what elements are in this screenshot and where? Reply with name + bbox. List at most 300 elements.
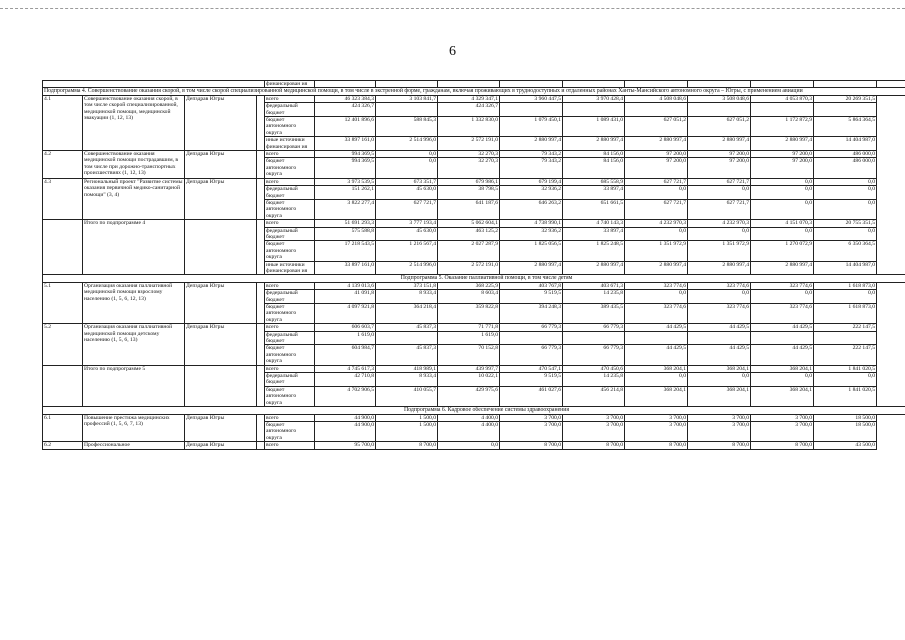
amount-cell: 151 262,1 [315, 186, 376, 200]
amount-cell: 0,0 [814, 186, 877, 200]
amount-cell: 44 900,0 [315, 421, 376, 441]
amount-cell: 3 103 841,7 [376, 95, 438, 102]
amount-cell: 4 702 906,5 [315, 386, 376, 406]
amount-cell: 0,0 [688, 373, 751, 387]
amount-cell: 323 774,6 [625, 304, 688, 324]
table-row [43, 414, 905, 421]
amount-cell: 14 235,8 [563, 373, 625, 387]
amount-cell: 0,0 [751, 373, 814, 387]
amount-cell: 685 558,9 [563, 178, 625, 185]
activity-name: Повышение престижа медицинских профессий (1, 5, 6, 7, 13) [83, 414, 185, 442]
amount-cell: 84 156,0 [563, 158, 625, 178]
subprogram-header: Подпрограмма 6. Кадровое обеспечение системы здравоохранения [43, 407, 905, 414]
table-row [43, 282, 905, 289]
subprogram-header-row [43, 88, 905, 95]
amount-cell: 5 864 364,5 [814, 117, 877, 137]
executor [185, 365, 257, 406]
amount-cell: 0,0 [814, 178, 877, 185]
amount-cell: 38 798,5 [438, 186, 500, 200]
amount-cell: 3 700,0 [751, 421, 814, 441]
amount-cell: 0,0 [625, 373, 688, 387]
amount-cell: 66 779,3 [563, 345, 625, 365]
amount-cell: 32 936,2 [500, 186, 563, 200]
amount-cell: 0,0 [625, 227, 688, 241]
activity-name: Организация оказания паллиативной медицинской помощи взрослому населению (1, 5, 6, 12, 13) [83, 282, 185, 323]
amount-cell: 0,0 [438, 442, 500, 449]
amount-cell: 323 774,6 [688, 282, 751, 289]
amount-cell: 364 218,4 [376, 304, 438, 324]
amount-cell: 2 880 997,4 [500, 137, 563, 151]
amount-cell: 14 235,8 [563, 290, 625, 304]
amount-cell: 222 147,5 [814, 324, 877, 331]
amount-cell: 1 216 567,4 [376, 241, 438, 261]
funding-source: бюджет автономного округа [265, 117, 315, 137]
executor: Депздрав Югры [185, 442, 257, 449]
amount-cell: 1 825 248,5 [563, 241, 625, 261]
amount-cell [688, 331, 751, 345]
amount-cell: 4 232 970,3 [688, 220, 751, 227]
amount-cell: 3 777 193,4 [376, 220, 438, 227]
amount-cell: 0,0 [688, 227, 751, 241]
funding-source: федеральный бюджет [265, 331, 315, 345]
funding-source: бюджет автономного округа [265, 421, 315, 441]
amount-cell: 673 351,7 [376, 178, 438, 185]
amount-cell: 3 700,0 [688, 421, 751, 441]
amount-cell: 9 519,5 [500, 290, 563, 304]
funding-source: бюджет автономного округа [265, 345, 315, 365]
amount-cell: 17 218 543,5 [315, 241, 376, 261]
amount-cell: 1 332 830,0 [438, 117, 500, 137]
amount-cell: 3 700,0 [563, 421, 625, 441]
scan-edge [0, 8, 905, 11]
amount-cell: 486 000,0 [814, 151, 877, 158]
amount-cell [563, 103, 625, 117]
amount-cell: 368 204,1 [688, 365, 751, 372]
amount-cell: 97 200,0 [751, 158, 814, 178]
amount-cell: 606 603,7 [315, 324, 376, 331]
amount-cell [563, 331, 625, 345]
amount-cell: 1 618 873,0 [814, 282, 877, 289]
amount-cell: 0,0 [688, 186, 751, 200]
amount-cell: 44 429,5 [625, 345, 688, 365]
amount-cell: 0,0 [751, 290, 814, 304]
amount-cell: 627 721,7 [625, 178, 688, 185]
amount-cell: 2 880 997,4 [625, 261, 688, 275]
table-cell [500, 81, 563, 88]
amount-cell: 0,0 [814, 227, 877, 241]
amount-cell: 4 151 070,3 [751, 220, 814, 227]
funding-source: федеральный бюджет [265, 186, 315, 200]
amount-cell: 3 700,0 [500, 414, 563, 421]
row-number: 4.2 [43, 151, 83, 179]
amount-cell: 2 880 997,4 [563, 261, 625, 275]
amount-cell: 1 619,0 [438, 331, 500, 345]
amount-cell: 2 880 997,4 [688, 261, 751, 275]
amount-cell: 439 997,7 [438, 365, 500, 372]
amount-cell: 33 897,4 [563, 227, 625, 241]
amount-cell: 575 588,8 [315, 227, 376, 241]
subprogram-header-row [43, 275, 905, 282]
budget-table [42, 80, 905, 450]
amount-cell: 44 900,0 [315, 414, 376, 421]
amount-cell: 429 975,6 [438, 386, 500, 406]
amount-cell: 41 091,8 [315, 290, 376, 304]
amount-cell: 0,0 [814, 373, 877, 387]
amount-cell: 4 097 921,8 [315, 304, 376, 324]
table-cell [814, 81, 877, 88]
amount-cell: 4 738 990,1 [500, 220, 563, 227]
amount-cell: 46 323 384,3 [315, 95, 376, 102]
amount-cell [376, 103, 438, 117]
amount-cell: 0,0 [751, 199, 814, 219]
table-cell [751, 81, 814, 88]
amount-cell: 403 767,8 [500, 282, 563, 289]
amount-cell: 8 700,0 [563, 442, 625, 449]
amount-cell: 97 200,0 [625, 158, 688, 178]
amount-cell: 1 841 020,5 [814, 365, 877, 372]
activity-name: Региональный проект "Развитие системы оказания первичной медико-санитарной помощи" (3, 4) [83, 178, 185, 219]
amount-cell: 627 721,7 [688, 199, 751, 219]
amount-cell: 33 897,4 [563, 186, 625, 200]
table-cell [625, 81, 688, 88]
amount-cell: 1 270 072,9 [751, 241, 814, 261]
amount-cell: 486 000,0 [814, 158, 877, 178]
amount-cell: 4 508 048,6 [625, 95, 688, 102]
activity-name: Итого по подпрограмме 5 [83, 365, 185, 406]
amount-cell: 368 204,1 [625, 386, 688, 406]
subprogram-header: Подпрограмма 4. Совершенствование оказания скорой, в том числе скорой специализированной медицинской помощи, в том числе в экстренной форме, гражданам, включая проживающих в труднодоступных и отдаленных районах Ханты-Мансийского автономного округа – Югры, с применением авиации [43, 88, 905, 95]
amount-cell: 2 027 287,9 [438, 241, 500, 261]
spacer-cell [257, 324, 265, 365]
amount-cell: 20 269 351,5 [814, 95, 877, 102]
amount-cell [500, 103, 563, 117]
amount-cell: 3 700,0 [751, 414, 814, 421]
amount-cell: 3 700,0 [500, 421, 563, 441]
amount-cell: 45 837,3 [376, 324, 438, 331]
amount-cell: 66 779,3 [500, 324, 563, 331]
row-number: 6.1 [43, 414, 83, 442]
amount-cell: 71 771,8 [438, 324, 500, 331]
amount-cell: 588 845,3 [376, 117, 438, 137]
amount-cell: 1 351 972,9 [688, 241, 751, 261]
spacer-cell [257, 95, 265, 150]
amount-cell: 4 232 970,3 [625, 220, 688, 227]
amount-cell: 389 435,5 [563, 304, 625, 324]
funding-source: федеральный бюджет [265, 227, 315, 241]
amount-cell: 470 450,6 [563, 365, 625, 372]
amount-cell: 2 572 191,0 [438, 261, 500, 275]
activity-name: Итого по подпрограмме 4 [83, 220, 185, 275]
table-row [43, 81, 905, 88]
amount-cell: 323 774,6 [688, 304, 751, 324]
funding-source: федеральный бюджет [265, 103, 315, 117]
amount-cell: 679 199,4 [500, 178, 563, 185]
table-row [43, 151, 905, 158]
table-cell [376, 81, 438, 88]
table-cell: финансирован ия [265, 81, 315, 88]
funding-source: всего [265, 282, 315, 289]
funding-source: федеральный бюджет [265, 290, 315, 304]
activity-name: Организация оказания паллиативной медицинской помощи детскому населению (1, 5, 6, 13) [83, 324, 185, 365]
executor: Депздрав Югры [185, 95, 257, 150]
amount-cell [751, 103, 814, 117]
executor: Депздрав Югры [185, 282, 257, 323]
amount-cell: 44 429,5 [688, 324, 751, 331]
executor: Депздрав Югры [185, 151, 257, 179]
amount-cell: 79 343,2 [500, 151, 563, 158]
amount-cell: 44 429,5 [751, 324, 814, 331]
spacer-cell [257, 282, 265, 323]
amount-cell: 2 880 997,4 [500, 261, 563, 275]
amount-cell: 2 880 997,4 [563, 137, 625, 151]
amount-cell: 32 270,3 [438, 151, 500, 158]
amount-cell [500, 331, 563, 345]
amount-cell: 394 248,3 [500, 304, 563, 324]
amount-cell: 2 572 191,0 [438, 137, 500, 151]
amount-cell: 8 933,4 [376, 373, 438, 387]
amount-cell: 44 429,5 [688, 345, 751, 365]
amount-cell: 5 062 604,1 [438, 220, 500, 227]
amount-cell: 97 200,0 [625, 151, 688, 158]
amount-cell: 18 500,0 [814, 414, 877, 421]
amount-cell: 66 779,3 [563, 324, 625, 331]
amount-cell: 2 880 997,4 [751, 261, 814, 275]
amount-cell: 994 369,5 [315, 158, 376, 178]
executor [185, 220, 257, 275]
page-number: 6 [449, 44, 456, 59]
funding-source: бюджет автономного округа [265, 241, 315, 261]
amount-cell: 627 721,7 [376, 199, 438, 219]
amount-cell: 33 897 161,0 [315, 261, 376, 275]
amount-cell: 627 721,7 [688, 178, 751, 185]
amount-cell: 4 053 870,3 [751, 95, 814, 102]
funding-source: всего [265, 414, 315, 421]
amount-cell: 0,0 [814, 199, 877, 219]
amount-cell: 44 429,5 [625, 324, 688, 331]
amount-cell: 2 514 996,0 [376, 137, 438, 151]
table-cell [563, 81, 625, 88]
amount-cell: 4 745 617,3 [315, 365, 376, 372]
amount-cell: 323 774,6 [625, 282, 688, 289]
amount-cell: 368 204,1 [625, 365, 688, 372]
amount-cell: 3 508 048,6 [688, 95, 751, 102]
table-row [43, 365, 905, 372]
table-row [43, 95, 905, 102]
amount-cell: 10 022,1 [438, 373, 500, 387]
amount-cell: 1 089 431,0 [563, 117, 625, 137]
amount-cell: 646 263,2 [500, 199, 563, 219]
funding-source: бюджет автономного округа [265, 304, 315, 324]
amount-cell: 424 326,7 [315, 103, 376, 117]
amount-cell: 994 369,5 [315, 151, 376, 158]
funding-source: всего [265, 365, 315, 372]
amount-cell: 2 880 997,4 [625, 137, 688, 151]
amount-cell: 1 618 873,0 [814, 304, 877, 324]
amount-cell: 97 200,0 [688, 151, 751, 158]
row-number: 4.1 [43, 95, 83, 150]
executor: Депздрав Югры [185, 414, 257, 442]
row-number [43, 220, 83, 275]
amount-cell: 43 500,0 [814, 442, 877, 449]
subprogram-header-row [43, 407, 905, 414]
funding-source: всего [265, 178, 315, 185]
amount-cell: 4 139 013,6 [315, 282, 376, 289]
amount-cell [814, 331, 877, 345]
amount-cell: 456 214,8 [563, 386, 625, 406]
funding-source: федеральный бюджет [265, 373, 315, 387]
table-cell [43, 81, 265, 88]
amount-cell: 8 700,0 [500, 442, 563, 449]
amount-cell: 0,0 [751, 227, 814, 241]
amount-cell [625, 103, 688, 117]
amount-cell: 3 822 277,4 [315, 199, 376, 219]
subprogram-header: Подпрограмма 5. Оказание паллиативной помощи, в том числе детям [43, 275, 905, 282]
amount-cell: 3 973 539,5 [315, 178, 376, 185]
amount-cell: 1 841 020,5 [814, 386, 877, 406]
amount-cell: 66 779,3 [500, 345, 563, 365]
amount-cell: 470 547,1 [500, 365, 563, 372]
amount-cell: 84 156,0 [563, 151, 625, 158]
amount-cell: 45 837,3 [376, 345, 438, 365]
table-cell [877, 81, 905, 88]
spacer-cell [257, 414, 265, 442]
amount-cell: 8 933,4 [376, 290, 438, 304]
amount-cell: 51 691 293,3 [315, 220, 376, 227]
amount-cell: 95 700,0 [315, 442, 376, 449]
amount-cell [751, 331, 814, 345]
funding-source: всего [265, 95, 315, 102]
amount-cell: 14 404 987,0 [814, 261, 877, 275]
table-cell [315, 81, 376, 88]
amount-cell: 14 404 987,0 [814, 137, 877, 151]
amount-cell: 0,0 [814, 290, 877, 304]
amount-cell: 410 055,7 [376, 386, 438, 406]
amount-cell: 33 897 161,0 [315, 137, 376, 151]
funding-source: бюджет автономного округа [265, 199, 315, 219]
spacer-cell [257, 442, 265, 449]
amount-cell: 651 661,5 [563, 199, 625, 219]
amount-cell: 323 774,6 [751, 282, 814, 289]
row-number: 4.3 [43, 178, 83, 219]
amount-cell [814, 103, 877, 117]
spacer-cell [257, 220, 265, 275]
table-row [43, 220, 905, 227]
amount-cell: 1 351 972,9 [625, 241, 688, 261]
amount-cell: 44 429,5 [751, 345, 814, 365]
funding-source: всего [265, 151, 315, 158]
amount-cell: 1 619,0 [315, 331, 376, 345]
funding-source: всего [265, 220, 315, 227]
table-row [43, 324, 905, 331]
amount-cell: 627 051,2 [625, 117, 688, 137]
row-number: 5.1 [43, 282, 83, 323]
amount-cell: 8 700,0 [625, 442, 688, 449]
amount-cell: 0,0 [376, 151, 438, 158]
amount-cell: 0,0 [751, 178, 814, 185]
amount-cell: 368 225,9 [438, 282, 500, 289]
amount-cell [376, 331, 438, 345]
amount-cell: 4 329 347,1 [438, 95, 500, 102]
amount-cell: 0,0 [376, 158, 438, 178]
row-number: 5.2 [43, 324, 83, 365]
amount-cell: 604 984,7 [315, 345, 376, 365]
amount-cell: 4 400,0 [438, 421, 500, 441]
amount-cell: 0,0 [625, 186, 688, 200]
amount-cell: 4 740 143,3 [563, 220, 625, 227]
spacer-cell [257, 151, 265, 179]
amount-cell: 679 986,1 [438, 178, 500, 185]
amount-cell: 4 400,0 [438, 414, 500, 421]
amount-cell: 222 147,5 [814, 345, 877, 365]
amount-cell: 368 204,1 [688, 386, 751, 406]
table-cell [688, 81, 751, 88]
table-cell [438, 81, 500, 88]
table-row [43, 178, 905, 185]
amount-cell: 0,0 [688, 290, 751, 304]
amount-cell: 627 051,2 [688, 117, 751, 137]
executor: Депздрав Югры [185, 178, 257, 219]
amount-cell: 3 970 428,4 [563, 95, 625, 102]
activity-name: Совершенствование оказания скорой, в том числе скорой специализированной, медицинской помощи, медицинской эвакуации (1, 12, 13) [83, 95, 185, 150]
amount-cell: 368 204,1 [751, 386, 814, 406]
amount-cell: 20 755 351,5 [814, 220, 877, 227]
amount-cell [625, 331, 688, 345]
amount-cell: 368 204,1 [751, 365, 814, 372]
amount-cell: 8 700,0 [751, 442, 814, 449]
amount-cell: 45 630,0 [376, 227, 438, 241]
amount-cell: 2 880 997,4 [751, 137, 814, 151]
amount-cell: 3 960 447,5 [500, 95, 563, 102]
amount-cell: 418 989,1 [376, 365, 438, 372]
amount-cell: 463 125,2 [438, 227, 500, 241]
amount-cell: 359 822,8 [438, 304, 500, 324]
activity-name: Профессиональное [83, 442, 185, 449]
amount-cell: 79 343,2 [500, 158, 563, 178]
amount-cell: 3 700,0 [625, 414, 688, 421]
table-row [43, 442, 905, 449]
amount-cell: 1 825 056,5 [500, 241, 563, 261]
amount-cell: 1 500,0 [376, 421, 438, 441]
amount-cell: 2 514 996,0 [376, 261, 438, 275]
amount-cell: 3 700,0 [625, 421, 688, 441]
amount-cell: 1 500,0 [376, 414, 438, 421]
amount-cell: 6 350 364,5 [814, 241, 877, 261]
amount-cell: 641 187,6 [438, 199, 500, 219]
amount-cell: 1 172 872,9 [751, 117, 814, 137]
spacer-cell [257, 178, 265, 219]
amount-cell: 97 200,0 [751, 151, 814, 158]
amount-cell: 3 700,0 [563, 414, 625, 421]
amount-cell: 0,0 [751, 186, 814, 200]
amount-cell: 403 671,3 [563, 282, 625, 289]
amount-cell: 323 774,6 [751, 304, 814, 324]
funding-source: всего [265, 324, 315, 331]
row-number: 6.2 [43, 442, 83, 449]
amount-cell: 45 630,0 [376, 186, 438, 200]
funding-source: бюджет автономного округа [265, 386, 315, 406]
amount-cell: 8 700,0 [688, 442, 751, 449]
amount-cell: 42 710,8 [315, 373, 376, 387]
amount-cell: 373 151,8 [376, 282, 438, 289]
amount-cell: 12 401 896,6 [315, 117, 376, 137]
amount-cell: 70 152,8 [438, 345, 500, 365]
amount-cell: 2 880 997,4 [688, 137, 751, 151]
funding-source: бюджет автономного округа [265, 158, 315, 178]
amount-cell: 0,0 [625, 290, 688, 304]
spacer-cell [257, 365, 265, 406]
amount-cell: 32 270,3 [438, 158, 500, 178]
amount-cell: 97 200,0 [688, 158, 751, 178]
